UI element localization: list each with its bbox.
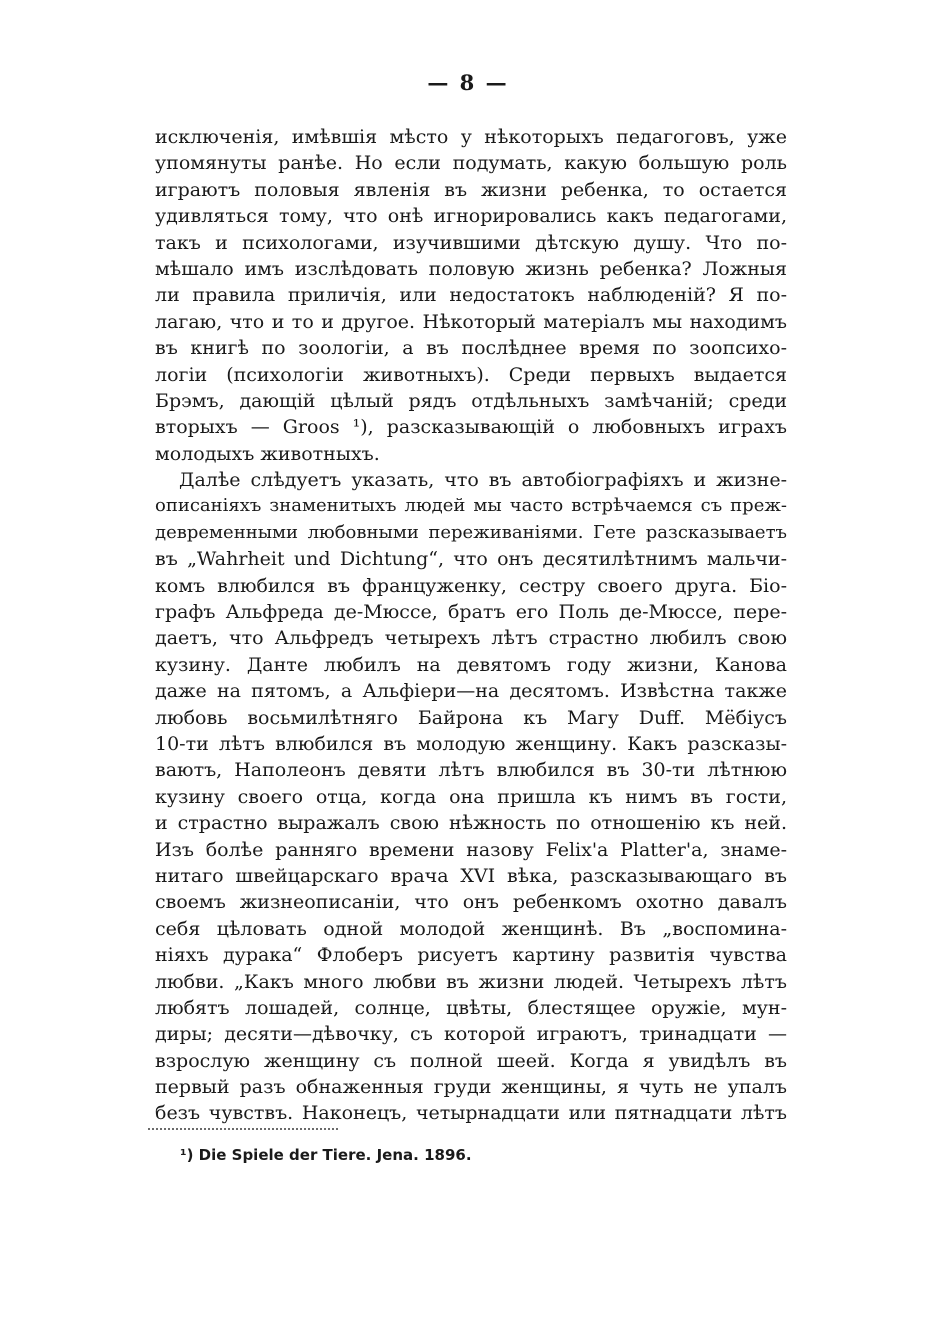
text-line: въ „Wahrheit und Dichtung“, что онъ десятилѣтнимъ мальчи- [155, 548, 787, 571]
paragraph-1 [155, 124, 787, 467]
text-line: безъ чувствъ. Наконецъ, четырнадцати или пятнадцати лѣтъ [155, 1102, 787, 1125]
text-line: графъ Альфреда де-Мюссе, братъ его Поль де-Мюссе, пере- [155, 601, 787, 624]
text-line: нитаго швейцарскаго врача XVI вѣка, разсказывающаго въ [155, 864, 787, 887]
text-line: логіи (психологіи животныхъ). Среди первыхъ выдается [155, 363, 787, 386]
text-line: мѣшало имъ изслѣдовать половую жизнь ребенка? Ложныя [155, 257, 787, 280]
text-line: упомянуты ранѣе. Но если подумать, какую большую роль [155, 152, 787, 175]
text-line: 10-ти лѣтъ влюбился въ молодую женщину. Какъ разсказы- [155, 732, 787, 755]
text-line: молодыхъ животныхъ. [155, 442, 380, 465]
text-line: кузину. Данте любилъ на девятомъ году жизни, Канова [155, 653, 787, 676]
text-line: играютъ половыя явленія въ жизни ребенка, то остается [155, 178, 787, 201]
text-line: вторыхъ — Groos ¹), разсказывающій о любовныхъ играхъ [155, 416, 787, 439]
text-line: диры; десяти—дѣвочку, съ которой играютъ, тринадцати — [155, 1023, 787, 1046]
text-line: Брэмъ, дающій цѣлый рядъ отдѣльныхъ замѣчаній; среди [155, 389, 787, 412]
text-line: удивляться тому, что онѣ игнорировались какъ педагогами, [155, 205, 787, 228]
text-line: девременными любовными переживаніями. Гете разсказываетъ [155, 521, 787, 543]
paragraph-2 [155, 467, 787, 1127]
text-line: любви. „Какъ много любви въ жизни людей. Четырехъ лѣтъ [155, 970, 787, 993]
text-line: любятъ лошадей, солнце, цвѣты, блестящее оружіе, мун- [155, 996, 787, 1019]
text-line: первый разъ обнаженныя груди женщины, я чуть не упалъ [155, 1076, 787, 1099]
text-line: ли правила приличія, или недостатокъ наблюденій? Я по- [155, 284, 787, 307]
footnote-divider [148, 1128, 338, 1130]
text-line: такъ и психологами, изучившими дѣтскую душу. Что по- [155, 231, 787, 254]
text-line: комъ влюбился въ француженку, сестру своего друга. Біо- [155, 574, 787, 597]
text-line: взрослую женщину съ полной шеей. Когда я увидѣлъ въ [155, 1049, 787, 1072]
text-line: лагаю, что и то и другое. Нѣкоторый матеріалъ мы находимъ [155, 310, 787, 333]
page-number: — 8 — [427, 70, 509, 95]
main-text [155, 124, 787, 1127]
text-line: Изъ болѣе ранняго времени назову Felix'а Platter'а, знаме- [155, 838, 787, 861]
text-line: и страстно выражалъ свою нѣжность по отношенію къ ней. [155, 812, 787, 835]
text-line: своемъ жизнеописаніи, что онъ ребенкомъ охотно давалъ [155, 891, 787, 914]
footnote: ¹) Die Spiele der Tiere. Jena. 1896. [180, 1146, 472, 1164]
text-line: описаніяхъ знаменитыхъ людей мы часто встрѣчаемся съ преж- [155, 495, 787, 517]
text-line: ваютъ, Наполеонъ девяти лѣтъ влюбился въ 30-ти лѣтнюю [155, 759, 787, 782]
text-line: кузину своего отца, когда она пришла къ нимъ въ гости, [155, 785, 787, 808]
text-line: ніяхъ дурака“ Флоберъ рисуетъ картину развитія чувства [155, 944, 787, 967]
text-line: въ книгѣ по зоологіи, а въ послѣднее время по зоопсихо- [155, 337, 787, 360]
text-line: любовь восьмилѣтняго Байрона къ Магу Duff. Мёбіусъ [155, 706, 787, 729]
text-line: даетъ, что Альфредъ четырехъ лѣтъ страстно любилъ свою [155, 627, 787, 650]
text-line: исключенія, имѣвшія мѣсто у нѣкоторыхъ педагоговъ, уже [155, 126, 787, 148]
text-line: Далѣе слѣдуетъ указать, что въ автобіографіяхъ и жизне- [179, 469, 787, 492]
text-line: себя цѣловать одной молодой женщинѣ. Въ „воспомина- [155, 917, 787, 940]
text-line: даже на пятомъ, а Альфіери—на десятомъ. Извѣстна также [155, 680, 787, 703]
